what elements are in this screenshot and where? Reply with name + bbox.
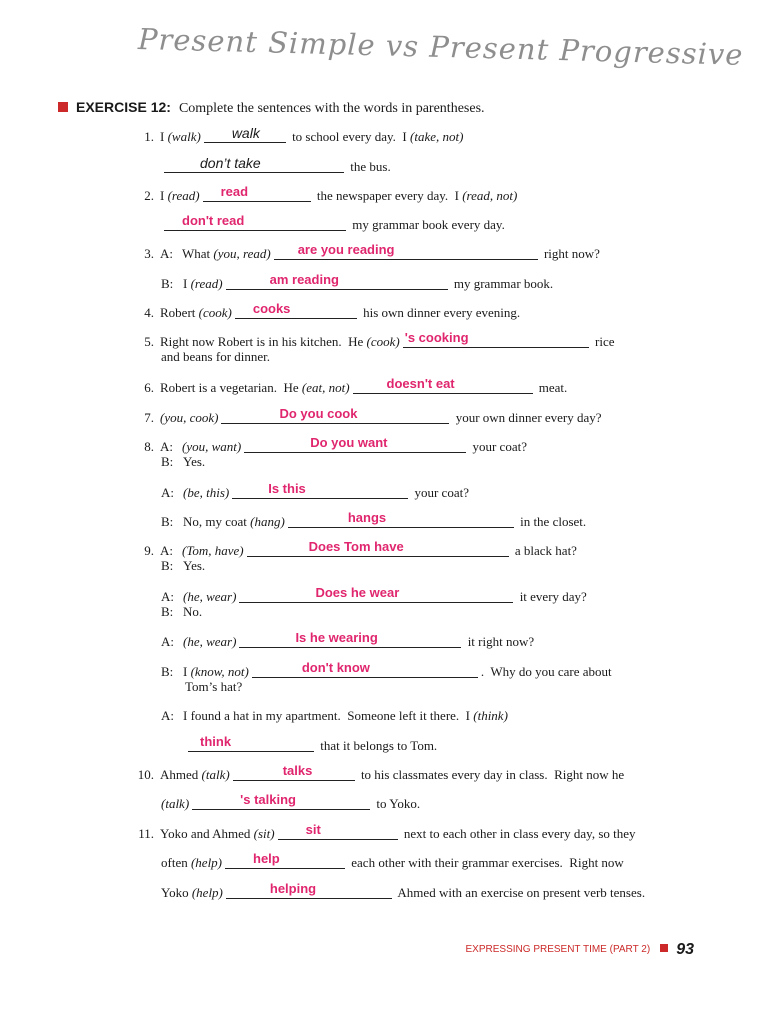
handwritten-answer: Does he wear: [315, 585, 400, 600]
item-number: 9.: [144, 543, 154, 558]
sentence-text: Yoko: [161, 885, 192, 900]
verb-cue: (sit): [253, 826, 275, 841]
handwritten-answer: Is he wearing: [295, 630, 378, 645]
sentence-text: Robert: [160, 305, 199, 320]
sentence-line: [161, 708, 508, 724]
handwritten-answer: help: [253, 851, 280, 866]
sentence-line: [161, 851, 624, 871]
answer-blank[interactable]: [247, 539, 509, 557]
sentence-text: Yes.: [183, 454, 206, 469]
sentence-line: [161, 510, 587, 530]
handwritten-answer: Do you want: [310, 435, 388, 450]
sentence-line: [140, 125, 464, 145]
handwritten-answer: hangs: [347, 510, 387, 525]
sentence-line: [161, 155, 391, 175]
sentence-line: [140, 376, 568, 396]
speaker-label: A:: [160, 543, 173, 558]
verb-cue: (he, wear): [183, 589, 237, 604]
sentence-text: Robert is a vegetarian. He: [160, 380, 302, 395]
sentence-text: it right now?: [464, 634, 535, 649]
handwritten-answer: cooks: [252, 301, 291, 316]
handwritten-title: Present Simple vs Present Progressive: [137, 22, 744, 72]
verb-cue: (help): [190, 855, 223, 870]
sentence-text: Ahmed with an exercise on present verb tenses.: [394, 885, 646, 900]
answer-blank[interactable]: [164, 155, 344, 173]
sentence-line: [140, 539, 577, 559]
sentence-line: [161, 481, 469, 501]
answer-blank[interactable]: [353, 376, 533, 394]
sentence-text: your own dinner every day?: [452, 410, 602, 425]
item-number: 5.: [144, 334, 154, 349]
sentence-line: [161, 792, 421, 812]
answer-blank[interactable]: [188, 734, 314, 752]
exercise-label: EXERCISE 12:: [76, 99, 171, 115]
handwritten-answer: think: [200, 734, 232, 749]
sentence-text: Tom’s hat?: [185, 679, 243, 694]
answer-blank[interactable]: [233, 763, 355, 781]
sentence-text: often: [161, 855, 191, 870]
footer-square-icon: [660, 944, 668, 952]
sentence-line: [140, 242, 600, 262]
speaker-label: B:: [161, 514, 174, 529]
sentence-text: Right now Robert is in his kitchen. He: [160, 334, 367, 349]
verb-cue: (he, wear): [183, 634, 237, 649]
sentence-line: [140, 184, 518, 204]
sentence-text: the bus.: [347, 159, 391, 174]
sentence-line: [161, 558, 205, 574]
sentence-line: [138, 822, 636, 842]
item-number: 2.: [144, 188, 154, 203]
answer-blank[interactable]: [164, 213, 346, 231]
sentence-line: [161, 349, 270, 365]
verb-cue: (read): [167, 188, 200, 203]
sentence-line: [140, 301, 521, 321]
sentence-text: meat.: [535, 380, 568, 395]
answer-blank[interactable]: [226, 272, 448, 290]
item-number: 1.: [144, 129, 154, 144]
handwritten-answer: doesn't eat: [386, 376, 455, 391]
answer-blank[interactable]: [252, 660, 478, 678]
sentence-text: a black hat?: [511, 543, 577, 558]
handwritten-answer: Is this: [268, 481, 306, 496]
sentence-line: [140, 435, 527, 455]
speaker-label: B:: [161, 454, 174, 469]
verb-cue: (cook): [198, 305, 232, 320]
speaker-label: B:: [161, 558, 174, 573]
sentence-text: the newspaper every day. I: [313, 188, 463, 203]
sentence-text: rice: [591, 334, 615, 349]
answer-blank[interactable]: [278, 822, 398, 840]
speaker-label: A:: [161, 634, 174, 649]
answer-blank[interactable]: [288, 510, 514, 528]
sentence-text: No.: [183, 604, 203, 619]
sentence-text: his own dinner every evening.: [359, 305, 521, 320]
sentence-text: to Yoko.: [373, 796, 421, 811]
item-number: 10.: [137, 767, 154, 782]
answer-blank[interactable]: [239, 585, 513, 603]
handwritten-answer: Does Tom have: [308, 539, 404, 554]
sentence-line: [161, 660, 612, 680]
handwritten-answer: helping: [269, 881, 317, 896]
sentence-line: [161, 881, 646, 901]
verb-cue: (cook): [366, 334, 400, 349]
verb-cue: (know, not): [190, 664, 249, 679]
verb-cue: (Tom, have): [182, 543, 244, 558]
sentence-text: your coat?: [411, 485, 469, 500]
verb-cue: (you, cook): [160, 410, 219, 425]
answer-blank[interactable]: [239, 630, 461, 648]
verb-cue: (think): [473, 708, 508, 723]
speaker-label: B:: [161, 604, 174, 619]
sentence-line: [140, 330, 615, 350]
speaker-label: A:: [161, 589, 174, 604]
sentence-line: [161, 630, 535, 650]
answer-blank[interactable]: [226, 881, 392, 899]
sentence-text: to school every day. I: [288, 129, 410, 144]
speaker-label: B:: [161, 276, 174, 291]
verb-cue: (read, not): [462, 188, 518, 203]
item-number: 6.: [144, 380, 154, 395]
verb-cue: (you, want): [182, 439, 242, 454]
handwritten-answer: talks: [282, 763, 313, 778]
sentence-text: my grammar book every day.: [349, 217, 505, 232]
sentence-text: right now?: [540, 246, 600, 261]
item-number: 11.: [138, 826, 154, 841]
sentence-line: [161, 272, 554, 292]
verb-cue: (walk): [167, 129, 201, 144]
handwritten-answer: Do you cook: [279, 406, 358, 421]
handwritten-answer: don't read: [182, 213, 245, 228]
sentence-line: [137, 763, 625, 783]
answer-blank[interactable]: [203, 184, 311, 202]
sentence-line: [161, 454, 205, 470]
sentence-text: I: [160, 129, 168, 144]
item-number: 7.: [144, 410, 154, 425]
sentence-text: Yoko and Ahmed: [160, 826, 254, 841]
speaker-label: A:: [160, 439, 173, 454]
handwritten-answer: walk: [231, 125, 260, 141]
verb-cue: (help): [191, 885, 223, 900]
handwritten-answer: 's cooking: [404, 330, 469, 345]
answer-blank[interactable]: [403, 330, 589, 348]
item-number: 8.: [144, 439, 154, 454]
sentence-text: No, my coat: [183, 514, 251, 529]
sentence-text: Yes.: [183, 558, 206, 573]
answer-blank[interactable]: [192, 792, 370, 810]
sentence-text: that it belongs to Tom.: [317, 738, 438, 753]
answer-blank[interactable]: [221, 406, 449, 424]
verb-cue: (hang): [250, 514, 285, 529]
speaker-label: A:: [160, 246, 173, 261]
sentence-text: and beans for dinner.: [161, 349, 271, 364]
answer-blank[interactable]: [204, 125, 286, 143]
answer-blank[interactable]: [225, 851, 345, 869]
sentence-line: [161, 213, 505, 233]
handwritten-answer: am reading: [269, 272, 339, 287]
speaker-label: A:: [161, 708, 174, 723]
sentence-text: Ahmed: [160, 767, 202, 782]
speaker-label: A:: [161, 485, 174, 500]
chapter-title: EXPRESSING PRESENT TIME (PART 2): [465, 944, 651, 955]
sentence-text: each other with their grammar exercises. Right now: [348, 855, 624, 870]
handwritten-answer: sit: [305, 822, 321, 837]
sentence-line: [185, 679, 242, 695]
item-number: 3.: [144, 246, 154, 261]
sentence-text: your coat?: [469, 439, 527, 454]
verb-cue: (talk): [201, 767, 230, 782]
handwritten-answer: are you reading: [297, 242, 395, 257]
page-footer: [466, 941, 694, 959]
exercise-instruction: Complete the sentences with the words in parentheses.: [178, 101, 485, 116]
sentence-text: my grammar book.: [450, 276, 554, 291]
verb-cue: (be, this): [183, 485, 230, 500]
page-number: 93: [676, 941, 694, 958]
handwritten-answer: don't know: [301, 660, 370, 675]
sentence-line: [185, 734, 438, 754]
verb-cue: (you, read): [213, 246, 271, 261]
sentence-text: I: [160, 188, 168, 203]
sentence-line: [161, 604, 202, 620]
answer-blank[interactable]: [232, 481, 408, 499]
verb-cue: (read): [190, 276, 223, 291]
bullet-square-icon: [58, 102, 68, 112]
sentence-text: to his classmates every day in class. Right now he: [357, 767, 625, 782]
sentence-text: I: [183, 276, 191, 291]
answer-blank[interactable]: [235, 301, 357, 319]
verb-cue: (eat, not): [301, 380, 350, 395]
sentence-text: next to each other in class every day, so they: [400, 826, 636, 841]
sentence-text: I found a hat in my apartment. Someone left it there. I: [183, 708, 474, 723]
handwritten-answer: don’t take: [200, 155, 261, 171]
answer-blank[interactable]: [274, 242, 538, 260]
sentence-text: in the closet.: [516, 514, 587, 529]
sentence-text: it every day?: [516, 589, 587, 604]
answer-blank[interactable]: [244, 435, 466, 453]
speaker-label: B:: [161, 664, 174, 679]
handwritten-answer: read: [220, 184, 249, 199]
sentence-line: [161, 585, 587, 605]
verb-cue: (talk): [161, 796, 190, 811]
verb-cue: (take, not): [410, 129, 464, 144]
sentence-line: [140, 406, 602, 426]
item-number: 4.: [144, 305, 154, 320]
handwritten-answer: 's talking: [240, 792, 296, 807]
exercise-header: [58, 99, 485, 117]
sentence-text: What: [182, 246, 214, 261]
sentence-text: I: [183, 664, 191, 679]
sentence-text: . Why do you care about: [480, 664, 612, 679]
